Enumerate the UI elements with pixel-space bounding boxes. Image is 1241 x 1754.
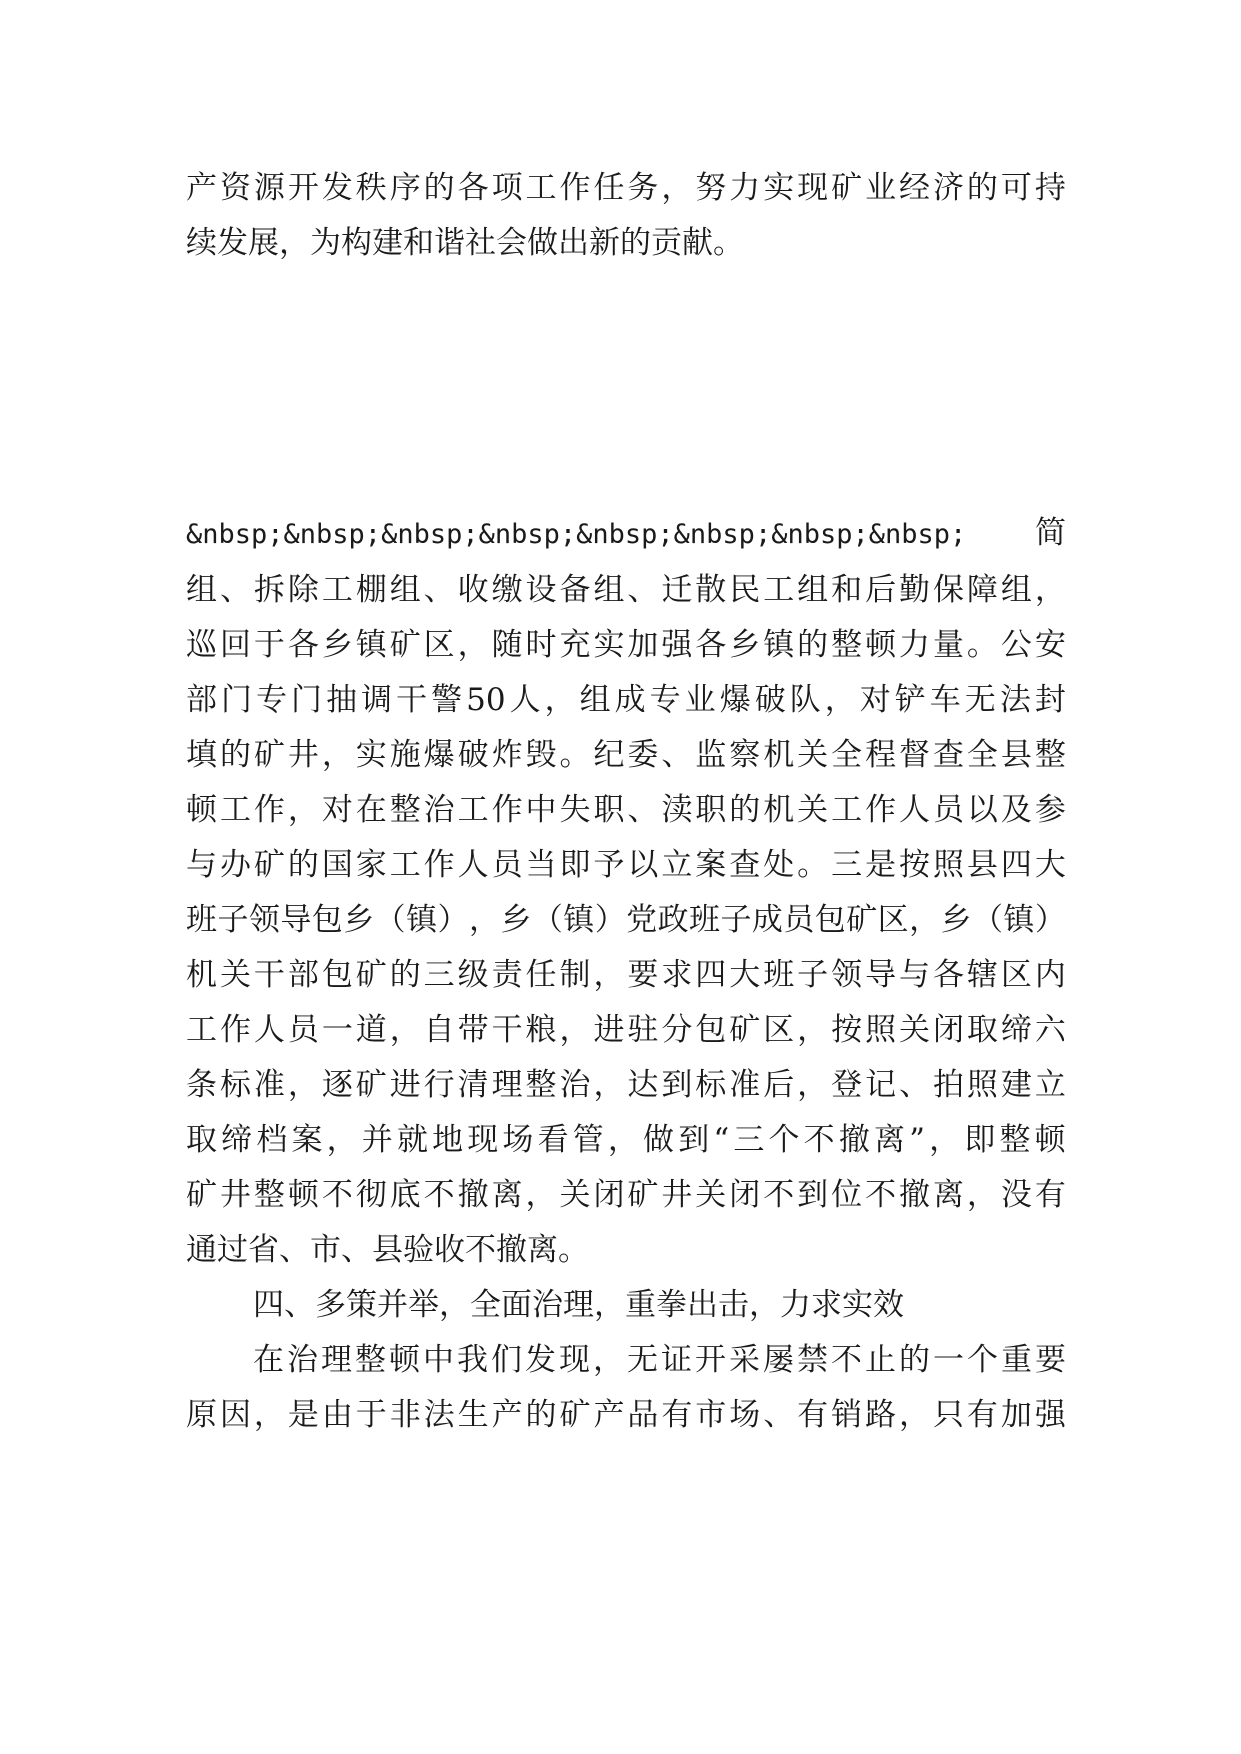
text-line: 机 关 干 部 包 矿 的 三 级 责 任 制 ， 要 求 四 大 班 子 领 导 与 各 辖 区 内 — [186, 957, 1066, 993]
text-line: 在 治 理 整 顿 中 我 们 发 现 ， 无 证 开 采 屡 禁 不 止 的 一 个 重 要 — [253, 1342, 1066, 1378]
text-line: 通过省、市、县验收不撤离。 — [186, 1232, 589, 1268]
text-line — [186, 505, 1066, 561]
text-line: 组 、 拆 除 工 棚 组 、 收 缴 设 备 组 、 迁 散 民 工 组 和 后 勤 保 障 组 ， — [186, 572, 1066, 608]
text-line: 部 门 专 门 抽 调 干 警 50 人 ， 组 成 专 业 爆 破 队 ， 对 铲 车 无 法 封 — [186, 682, 1066, 718]
text-line: 取 缔 档 案 ， 并 就 地 现 场 看 管 ， 做 到 “ 三 个 不 撤 离 ” ， 即 整 顿 — [186, 1122, 1066, 1158]
text-line: 原 因 ， 是 由 于 非 法 生 产 的 矿 产 品 有 市 场 、 有 销 路 ， 只 有 加 强 — [186, 1397, 1066, 1433]
text-line: 续发展，为构建和谐社会做出新的贡献。 — [186, 225, 744, 261]
text-line: 矿 井 整 顿 不 彻 底 不 撤 离 ， 关 闭 矿 井 关 闭 不 到 位 不 撤 离 ， 没 有 — [186, 1177, 1066, 1213]
text-line: 班 子 领 导 包 乡 （ 镇 ） ， 乡 （ 镇 ） 党 政 班 子 成 员 包 矿 区 ， 乡 （ 镇 ） — [186, 902, 1066, 938]
text-line: 填 的 矿 井 ， 实 施 爆 破 炸 毁 。 纪 委 、 监 察 机 关 全 程 督 查 全 县 整 — [186, 737, 1066, 773]
text-line: 巡 回 于 各 乡 镇 矿 区 ， 随 时 充 实 加 强 各 乡 镇 的 整 顿 力 量 。 公 安 — [186, 627, 1066, 663]
text-line: 与 办 矿 的 国 家 工 作 人 员 当 即 予 以 立 案 查 处 。 三 是 按 照 县 四 大 — [186, 847, 1066, 883]
text-line: 顿 工 作 ， 对 在 整 治 工 作 中 失 职 、 渎 职 的 机 关 工 作 人 员 以 及 参 — [186, 792, 1066, 828]
text-line: 产 资 源 开 发 秩 序 的 各 项 工 作 任 务 ， 努 力 实 现 矿 业 经 济 的 可 持 — [186, 170, 1066, 206]
text-line: 工 作 人 员 一 道 ， 自 带 干 粮 ， 进 驻 分 包 矿 区 ， 按 照 关 闭 取 缔 六 — [186, 1012, 1066, 1048]
section-heading: 四、多策并举，全面治理，重拳出击，力求实效 — [253, 1287, 904, 1323]
entity-text: &nbsp;&nbsp;&nbsp;&nbsp;&nbsp;&nbsp;&nbsp;&nbsp; — [186, 519, 967, 550]
text-line: 条 标 准 ， 逐 矿 进 行 清 理 整 治 ， 达 到 标 准 后 ， 登 记 、 拍 照 建 立 — [186, 1067, 1066, 1103]
text-fragment: 简 — [1035, 515, 1066, 551]
